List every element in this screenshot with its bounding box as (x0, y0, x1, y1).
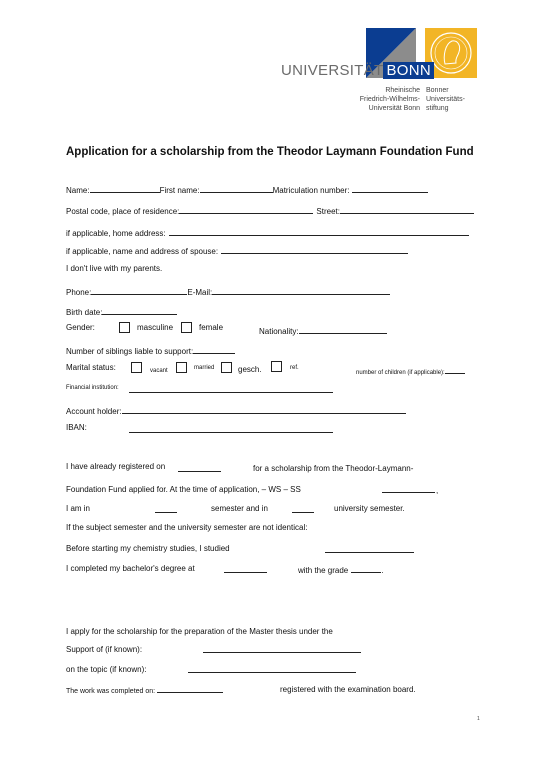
home-address-row (66, 227, 469, 239)
masculine-label: masculine (137, 323, 174, 332)
apply-master-text: I apply for the scholarship for the preparation of the Master thesis under the (66, 627, 333, 636)
children-row (356, 367, 465, 377)
home-address-label: if applicable, home address: (66, 229, 166, 238)
gesch-checkbox[interactable] (221, 362, 232, 373)
logo-sub-left-1: Rheinische (385, 87, 420, 94)
nationality-field[interactable] (299, 325, 387, 334)
on-topic-label: on the topic (if known): (66, 665, 147, 674)
birth-date-row (66, 306, 177, 318)
phone-label: Phone: (66, 288, 92, 297)
subject-semester-field[interactable] (155, 512, 177, 513)
postal-row (66, 205, 474, 217)
semester-type-field[interactable] (382, 492, 435, 493)
account-holder-label: Account holder: (66, 407, 122, 416)
logo-sub-right-3: stiftung (426, 105, 449, 112)
with-grade-label: with the grade (298, 566, 349, 575)
foundation-applied-text: Foundation Fund applied for. At the time of application, – WS – SS (66, 485, 301, 494)
bachelor-field[interactable] (224, 572, 267, 573)
married-checkbox[interactable] (176, 362, 187, 373)
vacant-checkbox[interactable] (131, 362, 142, 373)
on-topic-field[interactable] (188, 672, 356, 673)
ref-label: ref. (290, 365, 299, 371)
phone-row (66, 286, 390, 298)
university-logo (281, 28, 481, 123)
logo-univ-word: UNIVERSITÄT (281, 62, 384, 79)
chemistry-field[interactable] (325, 552, 414, 553)
logo-sub-left-3: Universität Bonn (368, 105, 420, 112)
vacant-label: vacant (150, 368, 168, 374)
children-label: number of children (if applicable): (356, 370, 445, 376)
spouse-field[interactable] (221, 245, 408, 254)
grade-field[interactable] (351, 564, 384, 575)
iban-field[interactable] (129, 432, 333, 433)
chemistry-label: Before starting my chemistry studies, I studied (66, 544, 230, 553)
siblings-row (66, 345, 235, 357)
nationality-label: Nationality: (259, 327, 299, 336)
name-label: Name: (66, 186, 90, 195)
university-semester-label: university semester. (334, 504, 405, 513)
married-label: married (194, 365, 215, 371)
postal-field[interactable] (179, 205, 313, 214)
birth-date-label: Birth date: (66, 308, 103, 317)
semester-and-in-label: semester and in (211, 504, 268, 513)
university-semester-field[interactable] (292, 512, 314, 513)
postal-label: Postal code, place of residence: (66, 207, 180, 216)
financial-label: Financial institution: (66, 385, 119, 391)
nationality-row (259, 325, 387, 337)
gesch-label: gesch. (238, 365, 262, 374)
completed-on-label: The work was completed on: (66, 688, 156, 695)
comma-text: , (436, 486, 439, 495)
first-name-label: First name: (159, 186, 200, 195)
home-address-field[interactable] (169, 227, 469, 236)
logo-wordmark (281, 62, 434, 79)
registered-on-label: I have already registered on (66, 462, 166, 471)
page-title: Application for a scholarship from the Theodor Laymann Foundation Fund (66, 146, 474, 158)
siblings-label: Number of siblings liable to support: (66, 347, 194, 356)
name-field[interactable] (90, 184, 160, 193)
birth-date-field[interactable] (102, 306, 177, 315)
not-with-parents: I don't live with my parents. (66, 264, 163, 273)
account-holder-field[interactable] (122, 405, 406, 414)
logo-subtitle-left (341, 86, 420, 113)
page-number: 1 (477, 716, 480, 722)
logo-sub-right-2: Universitäts- (426, 96, 465, 103)
financial-field[interactable] (129, 392, 333, 393)
completed-on-field[interactable] (157, 685, 223, 693)
logo-sub-left-2: Friedrich-Wilhelms- (359, 96, 420, 103)
spouse-label: if applicable, name and address of spouse: (66, 247, 219, 256)
marital-label: Marital status: (66, 363, 116, 372)
bachelor-label: I completed my bachelor's degree at (66, 564, 195, 573)
masculine-checkbox[interactable] (119, 322, 130, 333)
logo-bonn-word: BONN (383, 62, 434, 79)
registered-on-field[interactable] (178, 471, 221, 472)
for-scholarship-text: for a scholarship from the Theodor-Laymann- (253, 464, 414, 473)
street-label: Street: (316, 207, 340, 216)
email-label: E-Mail: (187, 288, 213, 297)
registered-board-text: registered with the examination board. (280, 685, 416, 694)
logo-sub-right-1: Bonner (426, 87, 449, 94)
period-text: . (381, 566, 384, 575)
female-label: female (199, 323, 224, 332)
matriculation-field[interactable] (352, 184, 428, 193)
first-name-field[interactable] (200, 184, 273, 193)
children-field[interactable] (445, 367, 465, 374)
street-field[interactable] (340, 205, 474, 214)
name-row (66, 184, 428, 196)
with-grade-row (298, 564, 384, 576)
i-am-in-label: I am in (66, 504, 91, 513)
phone-field[interactable] (91, 286, 187, 295)
logo-subtitle-right (426, 86, 465, 113)
account-holder-row (66, 405, 406, 417)
not-identical-text: If the subject semester and the university semester are not identical: (66, 523, 308, 532)
siblings-field[interactable] (193, 345, 235, 354)
support-of-field[interactable] (203, 652, 361, 653)
ref-checkbox[interactable] (271, 361, 282, 372)
female-checkbox[interactable] (181, 322, 192, 333)
email-field[interactable] (212, 286, 390, 295)
completed-on-row (66, 685, 223, 696)
matriculation-label: Matriculation number: (272, 186, 350, 195)
spouse-row (66, 245, 408, 257)
support-of-label: Support of (if known): (66, 645, 143, 654)
iban-label: IBAN: (66, 423, 87, 432)
gender-label: Gender: (66, 323, 95, 332)
